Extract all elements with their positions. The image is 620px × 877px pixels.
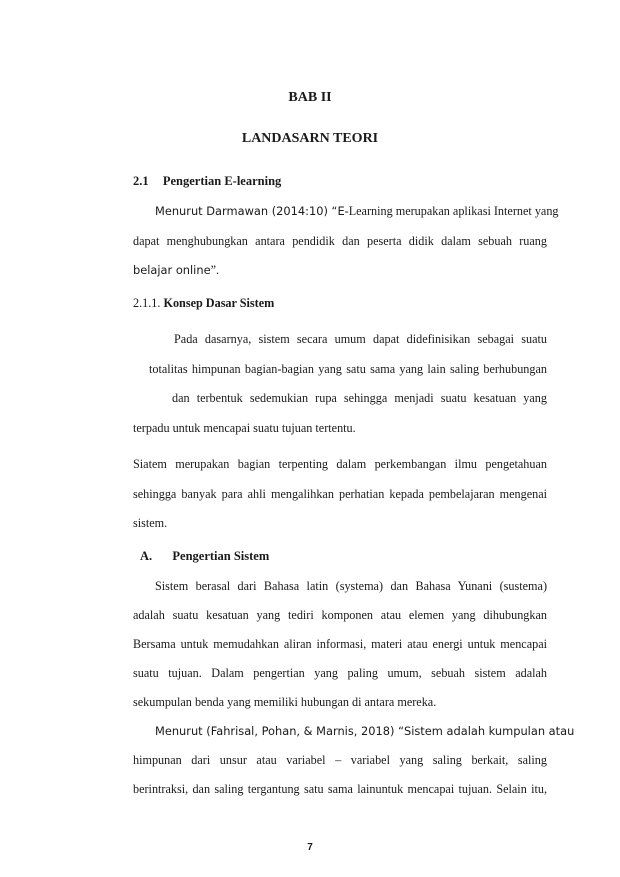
paragraph-line: Sistem berasal dari Bahasa latin (systema) dan Bahasa Yunani (sustema) [155, 579, 547, 593]
paragraph-line: adalah suatu kesatuan yang tediri komponen atau elemen yang dihubungkan [133, 608, 547, 622]
paragraph-line: terpadu untuk mencapai suatu tujuan tertentu. [133, 421, 356, 435]
paragraph-line: totalitas himpunan bagian-bagian yang satu sama yang lain saling berhubungan [149, 362, 547, 376]
paragraph-line: Siatem merupakan bagian terpenting dalam perkembangan ilmu pengetahuan [133, 457, 547, 471]
paragraph-line: sistem. [133, 516, 168, 530]
section-number: 2.1 [133, 174, 149, 188]
citation-text: Menurut Darmawan (2014:10) “E [155, 204, 345, 218]
paragraph-line: Pada dasarnya, sistem secara umum dapat didefinisikan sebagai suatu [174, 332, 547, 346]
section-title: Pengertian E-learning [162, 174, 282, 188]
paragraph-line: sehingga banyak para ahli mengalihkan perhatian kepada pembelajaran mengenai [133, 487, 547, 501]
paragraph-line: sekumpulan benda yang memiliki hubungan di antara mereka. [133, 695, 437, 709]
page-number: 7 [307, 842, 313, 853]
paragraph-line: suatu tujuan. Dalam pengertian yang paling umum, sebuah sistem adalah [133, 666, 547, 680]
paragraph-line [133, 262, 547, 278]
paragraph-line: himpunan dari unsur atau variabel – variabel yang saling berkait, saling [133, 753, 547, 767]
section-2-1-heading [133, 174, 281, 189]
chapter-title: LANDASARN TEORI [241, 131, 379, 146]
citation-text: belajar online [133, 263, 211, 277]
chapter-label: BAB II [288, 90, 332, 105]
paragraph-line: dan terbentuk sedemukian rupa sehingga menjadi suatu kesatuan yang [172, 391, 547, 405]
paragraph-line: dapat menghubungkan antara pendidik dan peserta didik dalam sebuah ruang [133, 234, 547, 248]
section-letter: A. [140, 549, 153, 563]
body-text: ”. [210, 263, 220, 277]
paragraph-line [155, 203, 559, 219]
citation-line: Menurut (Fahrisal, Pohan, & Marnis, 2018) “Sistem adalah kumpulan atau [155, 724, 575, 738]
subsection-title: Konsep Dasar Sistem [163, 296, 275, 310]
section-title: Pengertian Sistem [172, 549, 270, 563]
section-a-heading [140, 549, 269, 564]
body-text: -Learning merupakan aplikasi Internet yang [344, 204, 559, 218]
paragraph-line: Bersama untuk memudahkan aliran informasi, materi atau energi untuk mencapai [133, 637, 547, 651]
subsection-2-1-1-heading [133, 295, 547, 311]
subsection-number: 2.1.1. [133, 296, 161, 310]
paragraph-line: berintraksi, dan saling tergantung satu sama lainuntuk mencapai tujuan. Selain itu, [133, 782, 547, 796]
